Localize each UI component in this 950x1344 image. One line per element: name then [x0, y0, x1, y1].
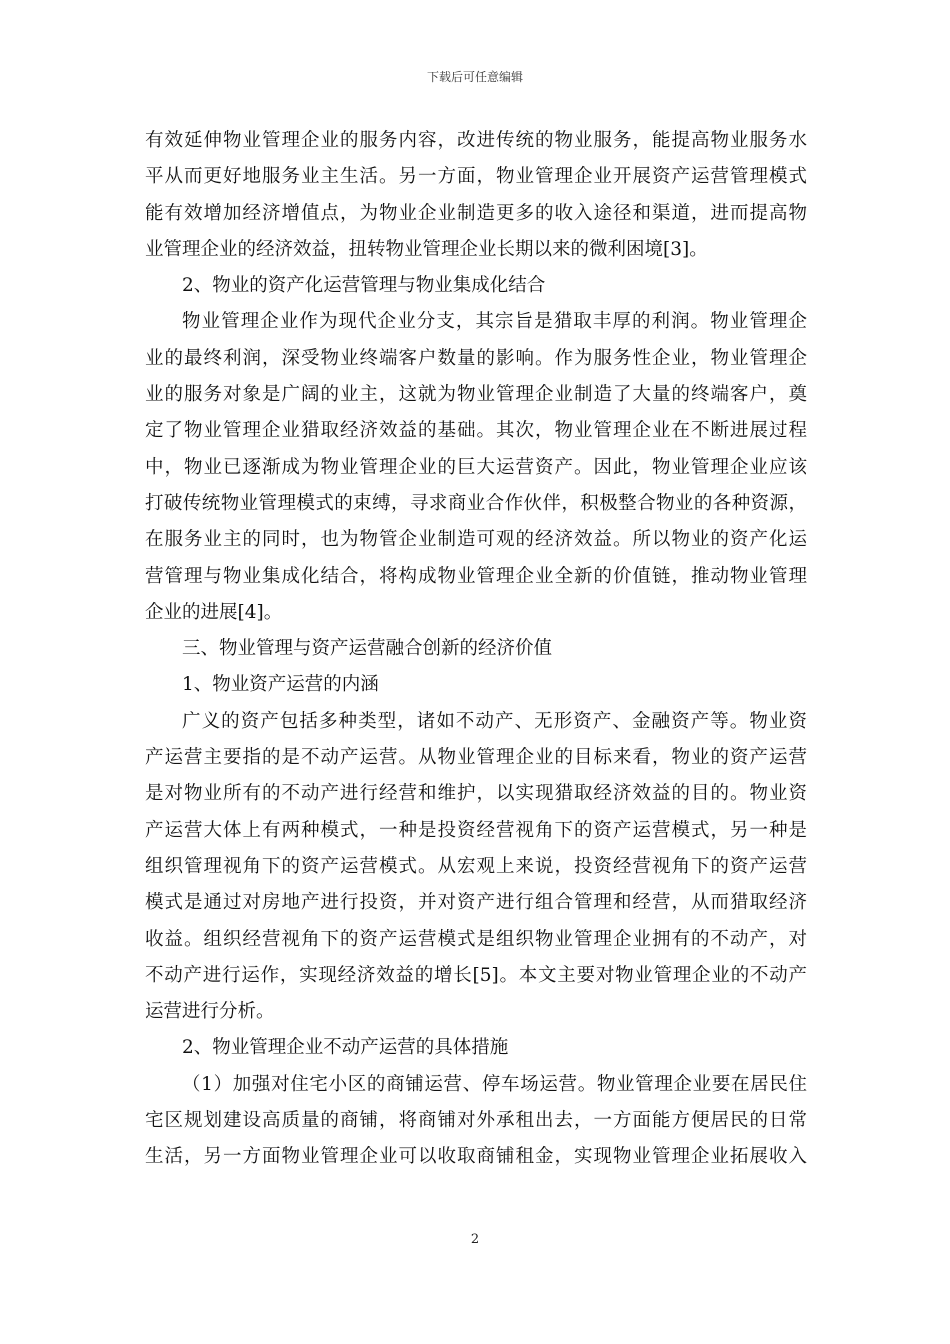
text-line: 企业的进展[4]。 — [145, 601, 283, 623]
text-line: 1、物业资产运营的内涵 — [182, 674, 379, 696]
text-line: 生活，另一方面物业管理企业可以收取商铺租金，实现物业管理企业拓展收入 — [145, 1146, 807, 1168]
text-line: （1）加强对住宅小区的商铺运营、停车场运营。物业管理企业要在居民住 — [182, 1073, 807, 1095]
text-line: 收益。组织经营视角下的资产运营模式是组织物业管理企业拥有的不动产，对 — [145, 928, 807, 950]
text-line: 业的服务对象是广阔的业主，这就为物业管理企业制造了大量的终端客户，奠 — [145, 384, 807, 406]
text-line: 营管理与物业集成化结合，将构成物业管理企业全新的价值链，推动物业管理 — [145, 565, 807, 587]
text-line: 平从而更好地服务业主生活。另一方面，物业管理企业开展资产运营管理模式 — [145, 166, 807, 188]
text-line: 组织管理视角下的资产运营模式。从宏观上来说，投资经营视角下的资产运营 — [145, 855, 807, 877]
text-line: 在服务业主的同时，也为物管企业制造可观的经济效益。所以物业的资产化运 — [145, 529, 807, 551]
text-line: 是对物业所有的不动产进行经营和维护，以实现猎取经济效益的目的。物业资 — [145, 783, 807, 805]
text-line: 业的最终利润，深受物业终端客户数量的影响。作为服务性企业，物业管理企 — [145, 347, 807, 369]
text-line: 2、物业管理企业不动产运营的具体措施 — [182, 1037, 509, 1059]
document-body — [145, 123, 807, 1176]
text-line: 打破传统物业管理模式的束缚，寻求商业合作伙伴，积极整合物业的各种资源， — [145, 492, 807, 514]
text-line: 三、物业管理与资产运营融合创新的经济价值 — [182, 638, 553, 660]
page-header: 下载后可任意编辑 — [426, 70, 523, 84]
page-number: 2 — [470, 1232, 480, 1247]
text-line: 产运营主要指的是不动产运营。从物业管理企业的目标来看，物业的资产运营 — [145, 747, 807, 769]
text-line: 定了物业管理企业猎取经济效益的基础。其次，物业管理企业在不断进展过程 — [145, 420, 807, 442]
text-line: 产运营大体上有两种模式，一种是投资经营视角下的资产运营模式，另一种是 — [145, 819, 807, 841]
text-line: 物业管理企业作为现代企业分支，其宗旨是猎取丰厚的利润。物业管理企 — [182, 311, 807, 333]
text-line: 有效延伸物业管理企业的服务内容，改进传统的物业服务，能提高物业服务水 — [145, 130, 807, 151]
text-line: 广义的资产包括多种类型，诸如不动产、无形资产、金融资产等。物业资 — [182, 710, 807, 732]
text-line: 运营进行分析。 — [145, 1001, 275, 1023]
text-line: 能有效增加经济增值点，为物业企业制造更多的收入途径和渠道，进而提高物 — [145, 202, 807, 224]
text-line: 模式是通过对房地产进行投资，并对资产进行组合管理和经营，从而猎取经济 — [145, 892, 807, 914]
text-line: 业管理企业的经济效益，扭转物业管理企业长期以来的微利困境[3]。 — [145, 238, 708, 260]
text-line: 不动产进行运作，实现经济效益的增长[5]。本文主要对物业管理企业的不动产 — [145, 964, 807, 986]
text-line: 中，物业已逐渐成为物业管理企业的巨大运营资产。因此，物业管理企业应该 — [145, 456, 807, 478]
text-line: 宅区规划建设高质量的商铺，将商铺对外承租出去，一方面能方便居民的日常 — [145, 1110, 807, 1132]
text-line: 2、物业的资产化运营管理与物业集成化结合 — [182, 275, 546, 297]
